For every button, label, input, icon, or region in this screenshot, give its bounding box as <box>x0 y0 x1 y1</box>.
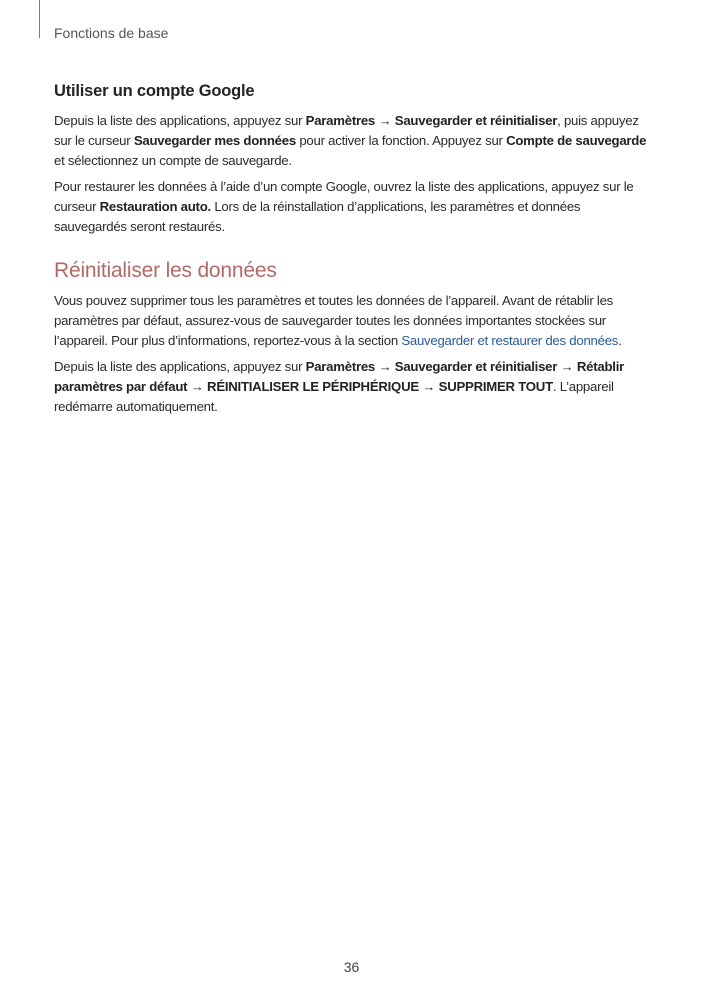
text: , puis appuyez sur le curseur <box>54 113 639 148</box>
text: pour activer la fonction. Appuyez sur <box>295 133 507 148</box>
header-divider <box>39 0 40 38</box>
arrow: → <box>375 359 395 374</box>
page-content <box>54 82 654 423</box>
arrow: → <box>187 379 208 394</box>
google-backup-paragraph <box>54 111 654 171</box>
option-reinitialiser-peripherique: RÉINITIALISER LE PÉRIPHÉRIQUE <box>207 379 419 394</box>
page-number: 36 <box>343 959 360 975</box>
running-header: Fonctions de base <box>54 25 169 41</box>
menu-sauvegarder-reinitialiser: Sauvegarder et réinitialiser <box>394 359 558 374</box>
arrow: → <box>375 113 395 128</box>
option-compte-de-sauvegarde: Compte de sauvegarde <box>506 133 647 148</box>
menu-sauvegarder-reinitialiser: Sauvegarder et réinitialiser <box>394 113 558 128</box>
text: Vous pouvez supprimer tous les paramètres et toutes les données de l’appareil. Avant de rétablir les paramètres par défaut, assurez-vous de sauvegarder toutes les données importantes stockées sur l’appareil. Pour plus d’informations, reportez-vous à la section <box>54 293 614 348</box>
reset-data-heading: Réinitialiser les données <box>54 259 277 282</box>
text: Pour restaurer les données à l’aide d’un compte Google, ouvrez la liste des applications, appuyez sur le curseur <box>54 179 634 214</box>
option-supprimer-tout: SUPPRIMER TOUT <box>438 379 553 394</box>
reset-steps-paragraph <box>54 357 654 417</box>
option-sauvegarder-mes-donnees: Sauvegarder mes données <box>133 133 296 148</box>
arrow: → <box>557 359 577 374</box>
text: et sélectionnez un compte de sauvegarde. <box>54 153 292 168</box>
google-restore-paragraph <box>54 177 654 237</box>
menu-parametres: Paramètres <box>305 359 376 374</box>
arrow: → <box>418 379 439 394</box>
text: Depuis la liste des applications, appuyez sur <box>54 113 306 128</box>
text: Lors de la réinstallation d’applications, les paramètres et données sauvegardés seront restaurés. <box>54 199 581 234</box>
text: Depuis la liste des applications, appuyez sur <box>54 359 306 374</box>
text: . L’appareil redémarre automatiquement. <box>54 379 614 414</box>
menu-parametres: Paramètres <box>305 113 376 128</box>
option-retablir-parametres: Rétablir paramètres par défaut <box>54 359 624 394</box>
google-account-heading: Utiliser un compte Google <box>54 82 255 100</box>
reset-warning-paragraph <box>54 291 654 351</box>
backup-restore-link[interactable]: Sauvegarder et restaurer des données <box>401 333 619 348</box>
option-restauration-auto: Restauration auto. <box>99 199 211 214</box>
text: . <box>618 333 622 348</box>
